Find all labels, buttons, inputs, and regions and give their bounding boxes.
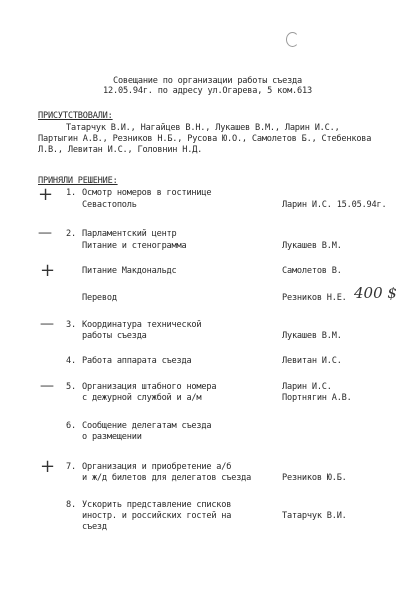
item-responsible: Резников Ю.Б. xyxy=(282,473,347,483)
item-number: 5. xyxy=(66,382,76,392)
item-text: Питание и стенограмма xyxy=(82,241,187,251)
item-responsible: Левитан И.С. xyxy=(282,356,342,366)
item-text: работы съезда xyxy=(82,331,147,341)
circle-mark xyxy=(286,32,299,47)
item-text: Организация штабного номера xyxy=(82,382,217,392)
item-responsible: Татарчук В.И. xyxy=(282,511,347,521)
item-text: Работа аппарата съезда xyxy=(82,356,192,366)
item-text: Сообщение делегатам съезда xyxy=(82,421,212,431)
present-line-1: Татарчук В.И., Нагайцев В.Н., Лукашев В.М., Ларин И.С., xyxy=(66,123,340,133)
item-responsible: Ларин И.С. 15.05.94г. xyxy=(282,200,387,210)
item-responsible: Портнягин А.В. xyxy=(282,393,352,403)
item-text: Севастополь xyxy=(82,200,137,210)
handwritten-mark: — xyxy=(40,316,54,332)
item-number: 8. xyxy=(66,500,76,510)
item-responsible: Ларин И.С. xyxy=(282,382,332,392)
handwritten-mark: — xyxy=(40,378,54,394)
item-number: 4. xyxy=(66,356,76,366)
item-text: Питание Макдональдс xyxy=(82,266,177,276)
item-text: съезд xyxy=(82,522,107,532)
item-text: Организация и приобретение а/б xyxy=(82,462,232,472)
item-responsible: Лукашев В.М. xyxy=(282,241,342,251)
item-text: Перевод xyxy=(82,293,117,303)
item-number: 7. xyxy=(66,462,76,472)
decisions-title: ПРИНЯЛИ РЕШЕНИЕ: xyxy=(38,176,118,186)
item-responsible: Лукашев В.М. xyxy=(282,331,342,341)
handwritten-mark: + xyxy=(38,184,54,205)
item-number: 2. xyxy=(66,229,76,239)
item-text: Парламентский центр xyxy=(82,229,177,239)
header-line-1: Совещание по организации работы съезда xyxy=(112,76,302,86)
header-line-2: 12.05.94г. по адресу ул.Огарева, 5 ком.613 xyxy=(103,86,312,96)
handwritten-mark: — xyxy=(38,225,52,241)
item-text: Координатура технической xyxy=(82,320,202,330)
item-text: Осмотр номеров в гостинице xyxy=(82,188,212,198)
item-text: с дежурной службой и а/м xyxy=(82,393,202,403)
item-text: иностр. и российских гостей на xyxy=(82,511,232,521)
handwritten-mark: + xyxy=(40,456,56,477)
present-line-2: Партыгин А.В., Резников Н.Б., Русова Ю.О., Самолетов Б., Стебенкова xyxy=(38,134,372,144)
handwritten-mark: + xyxy=(40,260,56,281)
item-responsible: Самолетов В. xyxy=(282,266,342,276)
item-text: Ускорить представление списков xyxy=(82,500,232,510)
item-responsible: Резников Н.Е. xyxy=(282,293,347,303)
item-number: 3. xyxy=(66,320,76,330)
item-text: и ж/д билетов для делегатов съезда xyxy=(82,473,252,483)
present-title: ПРИСУТСТВОВАЛИ: xyxy=(38,111,113,121)
present-line-3: Л.В., Левитан И.С., Головнин Н.Д. xyxy=(38,145,203,155)
item-text: о размещении xyxy=(82,432,142,442)
item-number: 1. xyxy=(66,188,76,198)
item-number: 6. xyxy=(66,421,76,431)
handwritten-note: 400 $ xyxy=(354,284,397,302)
